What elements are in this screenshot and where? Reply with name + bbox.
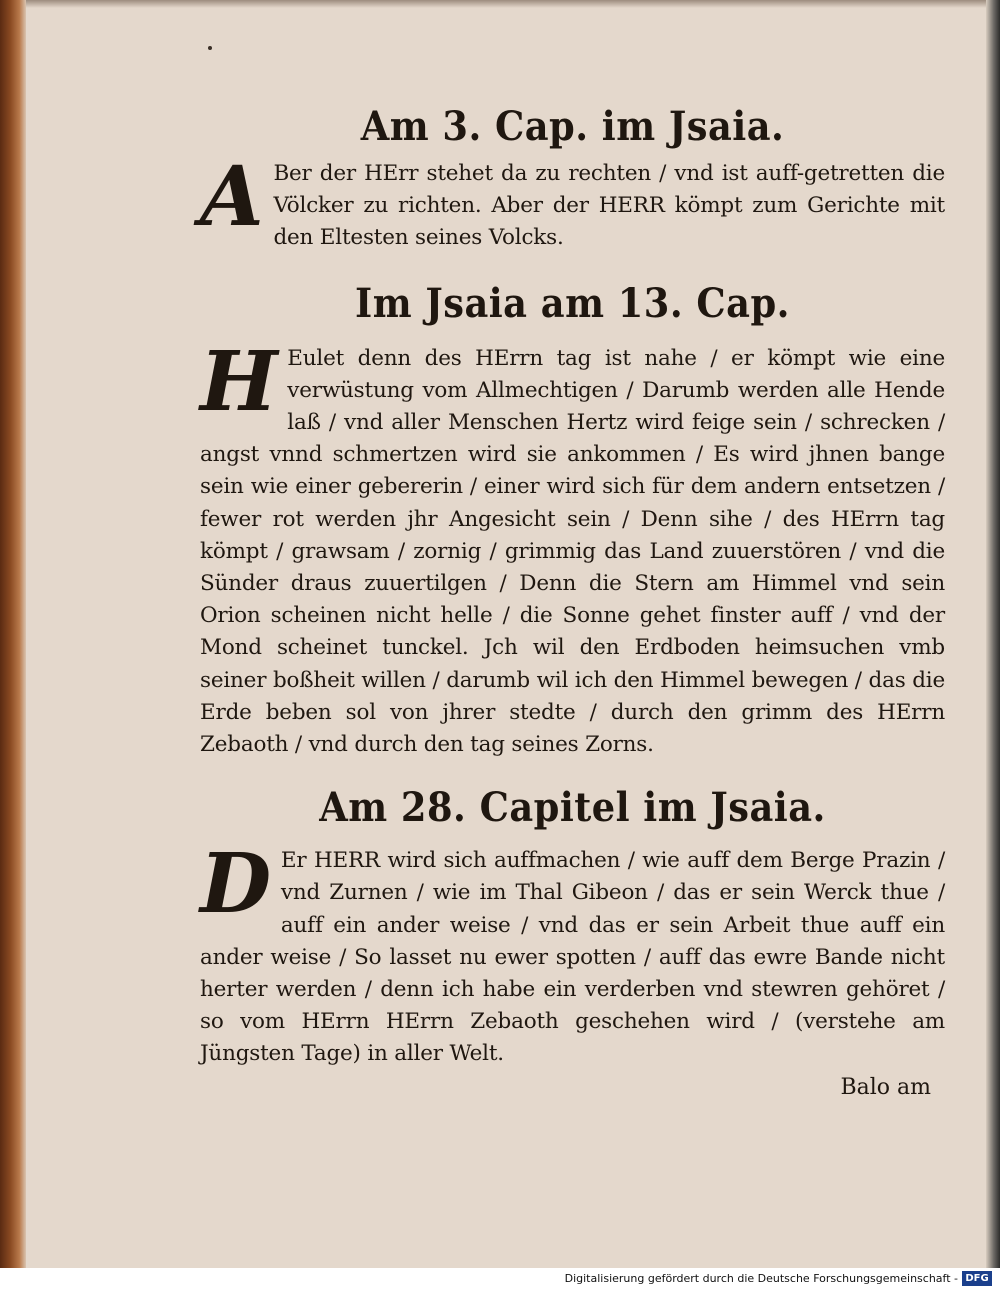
section-heading: Am 3. Cap. im Jsaia. <box>360 103 785 150</box>
page-right-edge <box>986 0 1000 1268</box>
section-text <box>200 333 945 762</box>
section-body-text: Er HERR wird sich auffmachen / wie auff dem Berge Prazin / vnd Zurnen / wie im Thal Gibeon / das er sein Werck thue / auff ein ander weise / vnd das er sein Arbeit thue auff ein ander weise / So lasset nu ewer spotten / auff das ewre Bande nicht herter werden / denn ich habe ein verderben vnd stewren gehöret / so vom HErrn HErrn Zebaoth geschehen wird / (verstehe am Jüngsten Tage) in aller Welt. <box>200 848 945 1067</box>
section-text <box>200 836 945 1070</box>
dfg-logo: DFG <box>962 1271 992 1286</box>
page-body <box>200 98 945 1100</box>
section-isaiah-28 <box>200 779 945 1070</box>
book-spine-edge <box>0 0 26 1268</box>
drop-cap-initial: H <box>200 333 278 430</box>
section-heading: Am 28. Capitel im Jsaia. <box>319 784 826 832</box>
catchword: Balo am <box>840 1074 931 1100</box>
section-isaiah-13 <box>200 275 945 762</box>
section-text <box>200 149 945 255</box>
footer-bar <box>0 1268 1000 1290</box>
section-body-text: Eulet denn des HErrn tag ist nahe / er kömpt wie eine verwüstung vom Allmechtigen / Darumb werden alle Hende laß / vnd aller Menschen Hertz wird feige sein / schrecken / angst vnnd schmertzen wird sie ankommen / Es wird jhnen bange sein wie einer gebererin / einer wird sich für dem andern entsetzen / fewer rot werden jhr Angesicht sein / Denn sihe / des HErrn tag kömpt / grawsam / zornig / grimmig das Land zuuerstören / vnd die Sünder draus zuuertilgen / Denn die Stern am Himmel vnd sein Orion scheinen nicht helle / die Sonne gehet finster auff / vnd der Mond scheinet tunckel. Jch wil den Erdboden heimsuchen vmb seiner boßheit willen / darumb wil ich den Himmel bewegen / das die Erde beben sol von jhrer stedte / durch den grimm des HErrn Zebaoth / vnd durch den tag seines Zorns. <box>200 345 945 758</box>
ink-speck <box>208 46 212 50</box>
section-isaiah-3 <box>200 98 945 255</box>
drop-cap-initial: D <box>200 836 271 933</box>
section-heading: Im Jsaia am 13. Cap. <box>355 279 790 327</box>
section-body-text: Ber der HErr stehet da zu rechten / vnd ist auff-getretten die Völcker zu richten. Aber der HERR kömpt zum Gerichte mit den Eltesten seines Volcks. <box>273 161 945 251</box>
footer-credit: Digitalisierung gefördert durch die Deutsche Forschungsgemeinschaft - <box>564 1272 958 1285</box>
drop-cap-initial: A <box>200 149 264 245</box>
page-top-edge <box>0 0 1000 8</box>
